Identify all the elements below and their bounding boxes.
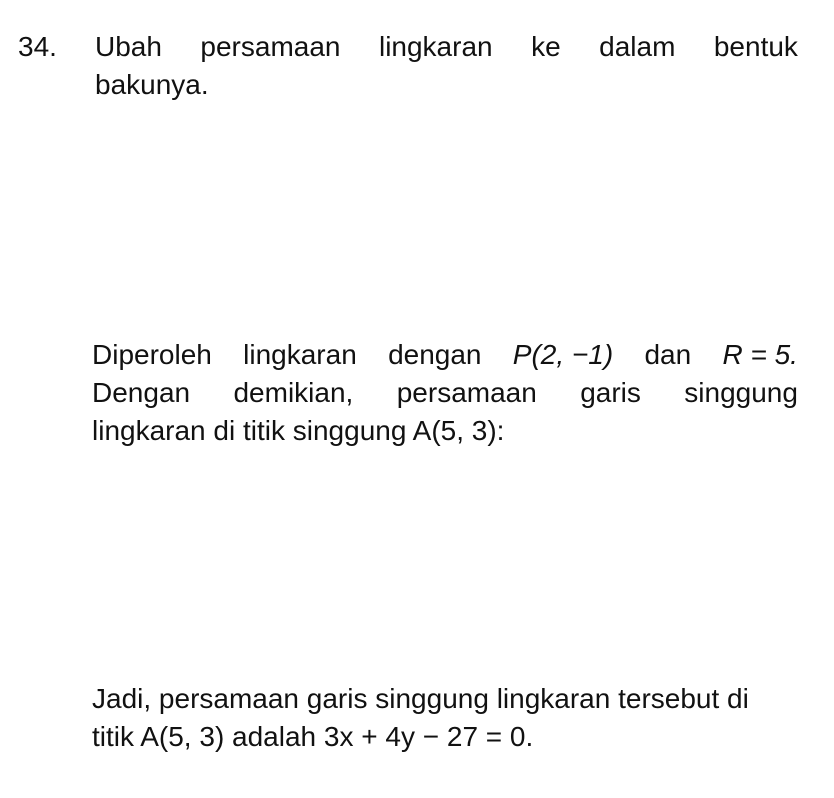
center-point: P(2, −1)	[512, 339, 614, 370]
conclusion-paragraph	[92, 680, 749, 756]
problem-question-line-1	[95, 28, 798, 66]
word: bentuk	[713, 31, 798, 62]
word: ke	[531, 31, 561, 62]
word: Dengan	[92, 377, 191, 408]
explanation-paragraph	[92, 336, 798, 450]
word: persamaan	[200, 31, 341, 62]
explanation-line-1	[92, 336, 798, 374]
word: demikian,	[233, 377, 354, 408]
problem-number: 34.	[18, 31, 57, 62]
word: Diperoleh	[92, 339, 212, 370]
word: lingkaran	[378, 31, 493, 62]
radius-value: R = 5.	[722, 339, 798, 370]
word: Ubah	[95, 31, 162, 62]
word: lingkaran	[243, 339, 357, 370]
word: dan	[644, 339, 692, 370]
word: persamaan	[396, 377, 537, 408]
conclusion-line-1: Jadi, persamaan garis singgung lingkaran tersebut di	[92, 683, 749, 714]
word: garis	[580, 377, 641, 408]
word: singgung	[684, 377, 798, 408]
explanation-line-2	[92, 374, 798, 412]
word: dengan	[388, 339, 482, 370]
word: dalam	[599, 31, 676, 62]
conclusion-line-2: titik A(5, 3) adalah 3x + 4y − 27 = 0.	[92, 721, 534, 752]
explanation-line-3: lingkaran di titik singgung A(5, 3):	[92, 415, 505, 446]
problem-question-line-2: bakunya.	[95, 69, 209, 100]
